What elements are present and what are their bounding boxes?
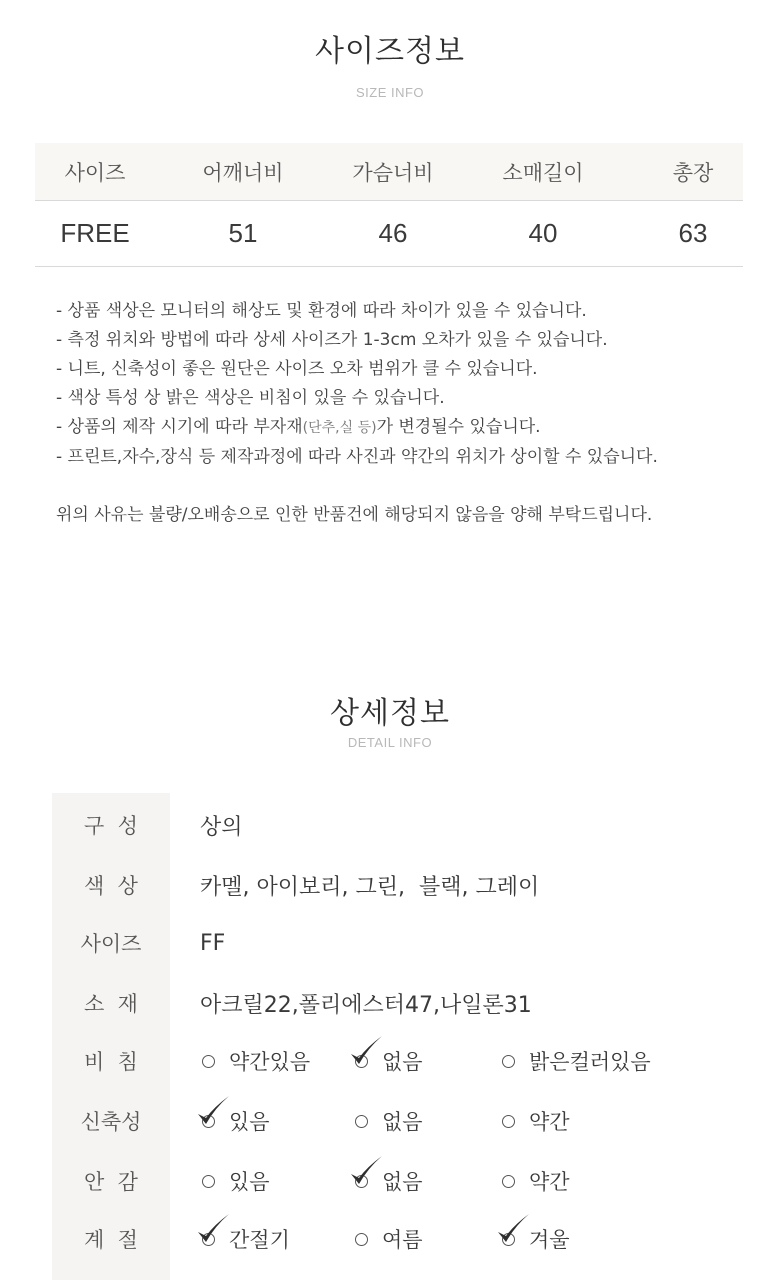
note-line — [56, 413, 756, 443]
radio-icon — [502, 1175, 515, 1188]
detail-label: 신축성 — [80, 1110, 142, 1134]
size-header-sleeve: 소매길이 — [502, 160, 584, 185]
radio-icon — [355, 1055, 368, 1068]
detail-option — [202, 1091, 270, 1151]
checkmark-icon — [348, 1034, 384, 1070]
option-label: 약간 — [529, 1170, 570, 1194]
radio-icon — [355, 1233, 368, 1246]
radio-icon — [355, 1175, 368, 1188]
radio-icon — [502, 1055, 515, 1068]
option-label: 없음 — [382, 1170, 423, 1194]
note-line: - 상품 색상은 모니터의 해상도 및 환경에 따라 차이가 있을 수 있습니다. — [56, 301, 587, 321]
note-line: - 측정 위치와 방법에 따라 상세 사이즈가 1-3cm 오차가 있을 수 있습니다. — [56, 330, 608, 350]
size-header-length: 총장 — [672, 160, 714, 185]
detail-label: 소 재 — [84, 992, 138, 1016]
detail-option — [355, 1151, 423, 1211]
size-value-length: 63 — [678, 218, 708, 248]
size-header-size: 사이즈 — [64, 160, 126, 185]
detail-row — [52, 913, 727, 973]
detail-row — [52, 973, 727, 1033]
option-label: 여름 — [382, 1228, 423, 1252]
detail-info-subtitle: DETAIL INFO — [347, 735, 433, 750]
detail-label: 안 감 — [84, 1170, 138, 1194]
detail-option — [355, 1091, 423, 1151]
detail-option — [355, 1209, 423, 1269]
radio-icon — [202, 1175, 215, 1188]
detail-option — [502, 1091, 570, 1151]
checkmark-icon — [348, 1154, 384, 1190]
detail-label: 사이즈 — [80, 932, 142, 956]
radio-icon — [202, 1055, 215, 1068]
detail-table — [52, 793, 727, 1280]
detail-label: 계 절 — [84, 1228, 138, 1252]
size-header-shoulder: 어깨너비 — [202, 160, 284, 185]
option-label: 간절기 — [229, 1228, 290, 1252]
note-text: - 상품의 제작 시기에 따라 부자재 — [56, 417, 303, 437]
detail-row — [52, 855, 727, 915]
option-label: 없음 — [382, 1110, 423, 1134]
checkmark-icon — [195, 1094, 231, 1130]
detail-option — [502, 1031, 651, 1091]
size-value-shoulder: 51 — [228, 218, 258, 248]
option-label: 약간있음 — [229, 1050, 311, 1074]
radio-icon — [202, 1115, 215, 1128]
checkmark-icon — [495, 1212, 531, 1248]
note-text: 가 변경될수 있습니다. — [376, 417, 541, 437]
detail-value: FF — [200, 930, 226, 956]
note-text-small: (단추,실 등) — [302, 420, 377, 436]
size-table-row — [35, 201, 743, 267]
detail-info-title: 상세정보 — [330, 696, 450, 731]
size-value-size: FREE — [60, 218, 130, 248]
detail-row — [52, 1209, 727, 1269]
size-notes — [56, 297, 756, 472]
radio-icon — [502, 1115, 515, 1128]
return-disclaimer: 위의 사유는 불량/오배송으로 인한 반품건에 해당되지 않음을 양해 부탁드립니다. — [56, 505, 653, 525]
detail-label: 색 상 — [84, 874, 138, 898]
detail-row — [52, 795, 727, 855]
radio-icon — [502, 1233, 515, 1246]
detail-value: 상의 — [200, 814, 243, 840]
detail-row — [52, 1151, 727, 1211]
size-info-subtitle: SIZE INFO — [355, 85, 425, 100]
detail-option — [202, 1209, 290, 1269]
detail-row — [52, 1091, 727, 1151]
option-label: 약간 — [529, 1110, 570, 1134]
detail-option — [502, 1209, 570, 1269]
detail-option — [355, 1031, 423, 1091]
detail-option — [202, 1031, 310, 1091]
note-line: - 색상 특성 상 밝은 색상은 비침이 있을 수 있습니다. — [56, 388, 445, 408]
detail-option — [202, 1151, 270, 1211]
detail-option — [502, 1151, 570, 1211]
radio-icon — [355, 1115, 368, 1128]
checkmark-icon — [195, 1212, 231, 1248]
option-label: 있음 — [229, 1110, 270, 1134]
option-label: 밝은컬러있음 — [529, 1050, 651, 1074]
size-info-title: 사이즈정보 — [315, 34, 465, 69]
detail-value: 카멜, 아이보리, 그린, 블랙, 그레이 — [200, 874, 540, 900]
detail-label: 비 침 — [84, 1050, 138, 1074]
option-label: 있음 — [229, 1170, 270, 1194]
size-header-chest: 가슴너비 — [352, 160, 434, 185]
detail-label: 구 성 — [84, 814, 138, 838]
size-value-chest: 46 — [378, 218, 408, 248]
radio-icon — [202, 1233, 215, 1246]
size-table-header — [35, 143, 743, 201]
detail-row — [52, 1031, 727, 1091]
note-line: - 니트, 신축성이 좋은 원단은 사이즈 오차 범위가 클 수 있습니다. — [56, 359, 538, 379]
note-line: - 프린트,자수,장식 등 제작과정에 따라 사진과 약간의 위치가 상이할 수 있습니다. — [56, 447, 658, 467]
option-label: 없음 — [382, 1050, 423, 1074]
detail-value: 아크릴22,폴리에스터47,나일론31 — [200, 992, 532, 1018]
option-label: 겨울 — [529, 1228, 570, 1252]
size-value-sleeve: 40 — [528, 218, 558, 248]
